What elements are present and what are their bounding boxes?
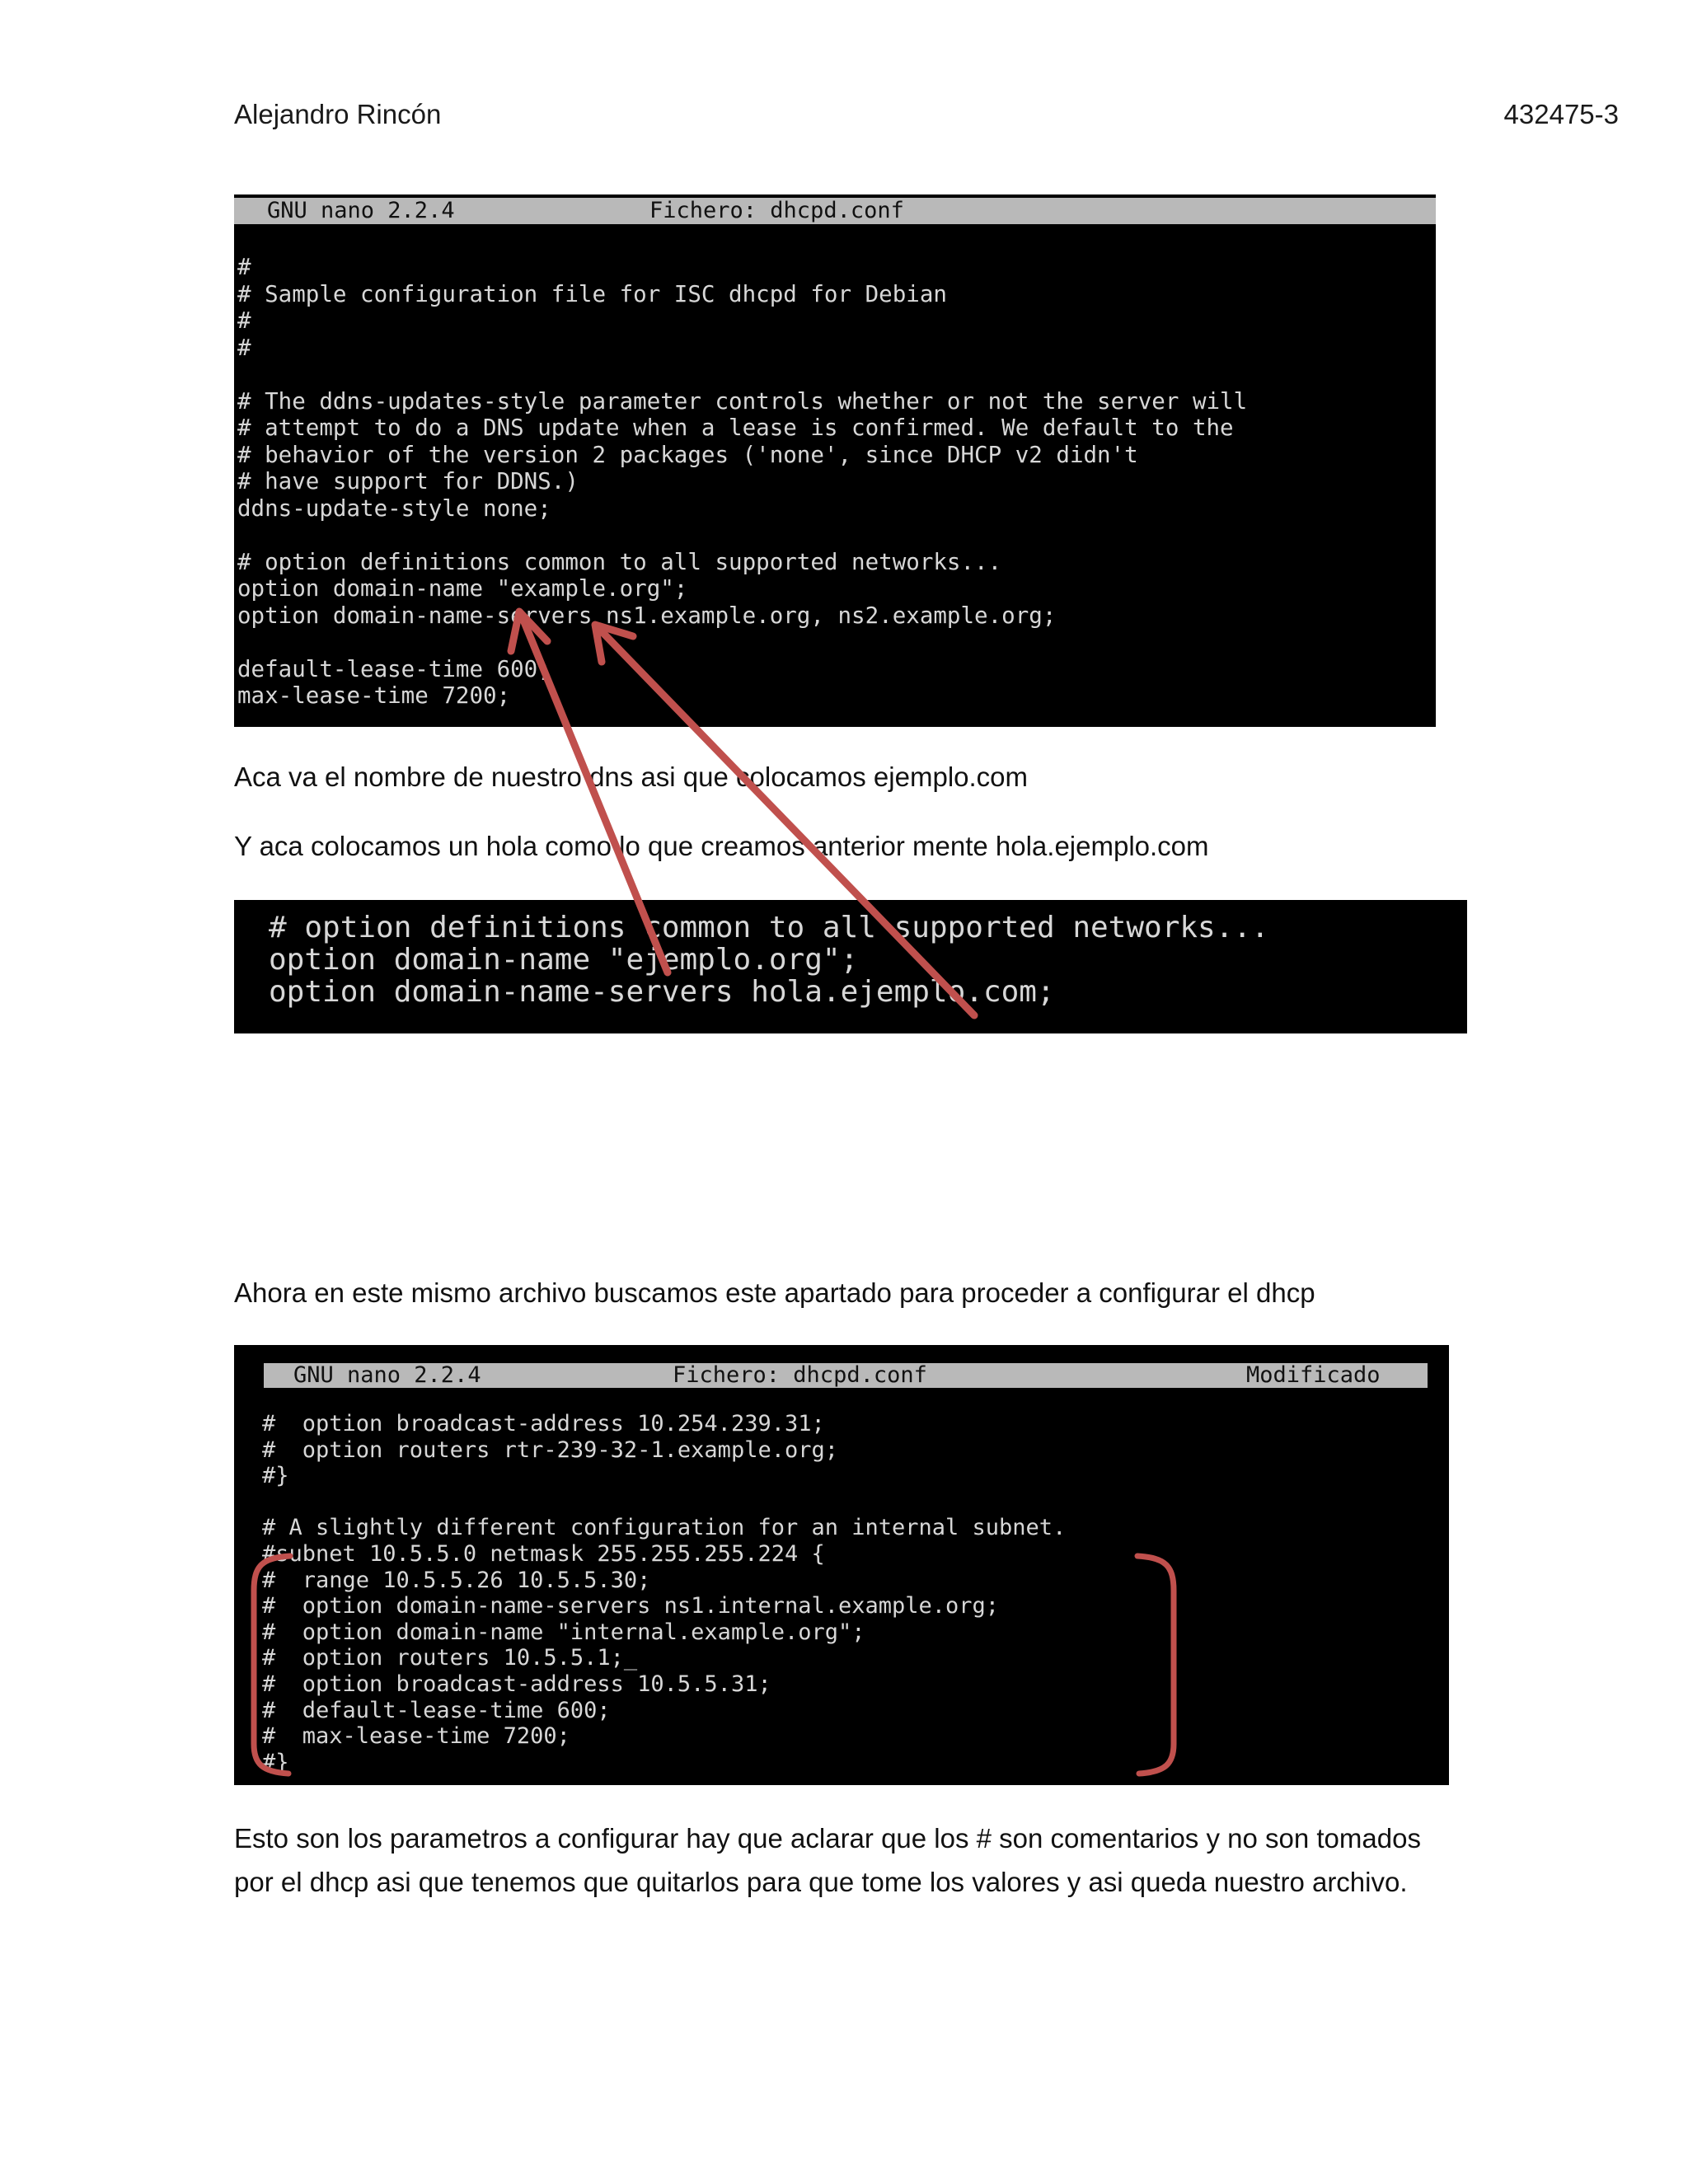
config-line: # option domain-name-servers ns1.internal.example.org;	[262, 1593, 1000, 1619]
paragraph-params-cont: por el dhcp asi que tenemos que quitarlos para que tome los valores y asi queda nuestro archivo.	[234, 1867, 1408, 1897]
config-line	[237, 629, 1247, 656]
config-line: #	[237, 254, 251, 280]
paragraph-dns-name: Aca va el nombre de nuestro dns asi que colocamos ejemplo.com	[234, 762, 1029, 792]
config-line: # option definitions common to all supported networks...	[269, 911, 1269, 944]
config-line: # option definitions common to all supported networks...	[237, 548, 1002, 575]
nano-modified-status: Modificado	[1246, 1362, 1381, 1388]
nano-version: GNU nano 2.2.4	[293, 1362, 481, 1388]
config-line: # default-lease-time 600;	[262, 1697, 611, 1723]
header-author: Alejandro Rincón	[234, 99, 442, 129]
config-line: # option domain-name "internal.example.org";	[262, 1619, 865, 1645]
header-code: 432475-3	[1503, 99, 1619, 129]
nano-titlebar	[234, 198, 1436, 224]
config-line: # behavior of the version 2 packages ('none', since DHCP v2 didn't	[237, 441, 1138, 468]
config-line: option domain-name-servers hola.ejemplo.com;	[269, 975, 1055, 1009]
nano-filename: Fichero: dhcpd.conf	[673, 1362, 927, 1388]
config-line: # option broadcast-address 10.254.239.31;	[262, 1411, 825, 1436]
config-line: option domain-name "ejemplo.org";	[269, 943, 859, 977]
nano-filename: Fichero: dhcpd.conf	[649, 198, 904, 223]
nano-titlebar	[264, 1363, 1428, 1388]
terminal-screenshot-original	[234, 194, 1436, 727]
config-line: # option broadcast-address 10.5.5.31;	[262, 1671, 771, 1697]
config-line: #	[237, 307, 251, 334]
config-line: default-lease-time 600;	[237, 655, 551, 682]
config-line	[237, 522, 1247, 549]
config-line: # option routers rtr-239-32-1.example.org;	[262, 1436, 838, 1463]
config-line: # The ddns-updates-style parameter controls whether or not the server will	[237, 387, 1248, 415]
paragraph-hola: Y aca colocamos un hola como lo que creamos anterior mente hola.ejemplo.com	[234, 831, 1209, 861]
subnet-config-lines	[262, 1411, 1066, 1775]
config-line: option domain-name "example.org";	[237, 575, 688, 602]
config-line: option domain-name-servers ns1.example.org, ns2.example.org;	[237, 602, 1057, 629]
config-line: #}	[262, 1463, 289, 1489]
edited-config-lines	[269, 912, 1269, 1008]
terminal-screenshot-edited	[234, 900, 1467, 1033]
config-line	[237, 361, 1247, 388]
config-line: # attempt to do a DNS update when a lease is confirmed. We default to the	[237, 415, 1234, 441]
config-line: # A slightly different configuration for an internal subnet.	[262, 1515, 1067, 1541]
config-line: # range 10.5.5.26 10.5.5.30;	[262, 1567, 651, 1593]
config-line: #}	[262, 1749, 289, 1775]
config-line: #subnet 10.5.5.0 netmask 255.255.255.224 {	[262, 1540, 825, 1567]
paragraph-params: Esto son los parametros a configurar hay que aclarar que los # son comentarios y no son tomados	[234, 1823, 1421, 1854]
paragraph-dhcp-section: Ahora en este mismo archivo buscamos este apartado para proceder a configurar el dhcp	[234, 1277, 1315, 1308]
nano-version: GNU nano 2.2.4	[267, 198, 455, 223]
config-line: # have support for DDNS.)	[237, 468, 579, 494]
config-line: # option routers 10.5.5.1;_	[262, 1645, 638, 1671]
config-lines	[237, 254, 1247, 710]
config-line: ddns-update-style none;	[237, 494, 551, 522]
config-line: #	[237, 334, 251, 361]
config-line	[262, 1489, 1066, 1516]
config-line: # Sample configuration file for ISC dhcpd for Debian	[237, 280, 947, 307]
config-line: # max-lease-time 7200;	[262, 1723, 570, 1750]
config-line: max-lease-time 7200;	[237, 682, 511, 709]
terminal-screenshot-subnet	[234, 1345, 1449, 1785]
